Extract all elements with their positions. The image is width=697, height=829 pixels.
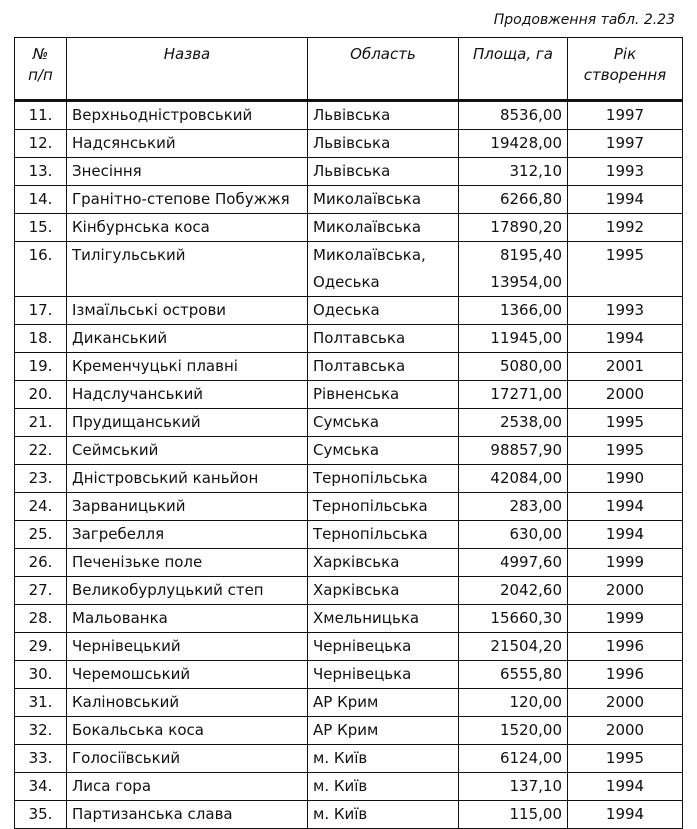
cell-area <box>459 437 568 465</box>
cell-region-line: м. Київ <box>313 749 368 767</box>
cell-name: Ізмаїльські острови <box>67 297 308 325</box>
cell-num: 20. <box>15 381 67 409</box>
cell-region-line: АР Крим <box>313 693 379 711</box>
cell-area-line: 6124,00 <box>499 749 562 767</box>
cell-name: Дністровський каньйон <box>67 465 308 493</box>
cell-area <box>459 773 568 801</box>
cell-num: 16. <box>15 242 67 297</box>
header-num-line2: п/п <box>28 66 53 84</box>
table-row <box>15 801 683 829</box>
cell-area-line: 19428,00 <box>490 134 562 152</box>
cell-year: 1999 <box>568 549 683 577</box>
cell-region <box>308 409 459 437</box>
cell-area-line: 4997,60 <box>499 553 562 571</box>
table-row <box>15 465 683 493</box>
cell-region-line: Рівненська <box>313 385 400 403</box>
cell-year: 1994 <box>568 521 683 549</box>
cell-area-line: 21504,20 <box>490 637 562 655</box>
cell-name: Сеймський <box>67 437 308 465</box>
cell-region <box>308 661 459 689</box>
cell-name: Тилігульський <box>67 242 308 297</box>
cell-year: 1994 <box>568 773 683 801</box>
cell-region <box>308 717 459 745</box>
cell-area <box>459 465 568 493</box>
cell-region-line: Тернопільська <box>313 469 428 487</box>
cell-area-line: 13954,00 <box>490 273 562 291</box>
cell-year: 1996 <box>568 633 683 661</box>
cell-region <box>308 158 459 186</box>
cell-num: 17. <box>15 297 67 325</box>
cell-num: 19. <box>15 353 67 381</box>
cell-area-line: 6266,80 <box>499 190 562 208</box>
cell-year: 1995 <box>568 242 683 297</box>
cell-region-line: Миколаївська, <box>313 246 426 264</box>
cell-num: 26. <box>15 549 67 577</box>
cell-region <box>308 242 459 297</box>
header-year-line1: Рік <box>613 45 637 63</box>
cell-area-line: 283,00 <box>509 497 562 515</box>
cell-region-line: АР Крим <box>313 721 379 739</box>
cell-year: 1997 <box>568 101 683 130</box>
cell-area <box>459 605 568 633</box>
cell-region <box>308 101 459 130</box>
cell-region <box>308 689 459 717</box>
header-area: Площа, га <box>459 38 568 101</box>
cell-area <box>459 409 568 437</box>
cell-num: 13. <box>15 158 67 186</box>
cell-area-line: 5080,00 <box>499 357 562 375</box>
cell-region-line: Чернівецька <box>313 665 412 683</box>
cell-name: Загребелля <box>67 521 308 549</box>
header-num <box>15 38 67 101</box>
cell-year: 1994 <box>568 801 683 829</box>
cell-num: 29. <box>15 633 67 661</box>
parks-table <box>14 37 683 829</box>
cell-area <box>459 101 568 130</box>
cell-area-line: 6555,80 <box>499 665 562 683</box>
table-row <box>15 773 683 801</box>
cell-num: 30. <box>15 661 67 689</box>
cell-area <box>459 353 568 381</box>
cell-num: 27. <box>15 577 67 605</box>
cell-name: Партизанська слава <box>67 801 308 829</box>
cell-year: 1993 <box>568 297 683 325</box>
cell-name: Великобурлуцький степ <box>67 577 308 605</box>
cell-area <box>459 801 568 829</box>
table-row <box>15 242 683 297</box>
cell-region <box>308 437 459 465</box>
cell-region-line: Полтавська <box>313 357 406 375</box>
cell-area-line: 42084,00 <box>490 469 562 487</box>
cell-num: 35. <box>15 801 67 829</box>
cell-name: Зарваницький <box>67 493 308 521</box>
cell-area-line: 17271,00 <box>490 385 562 403</box>
table-row <box>15 605 683 633</box>
table-row <box>15 493 683 521</box>
cell-region <box>308 130 459 158</box>
table-row <box>15 437 683 465</box>
table-row <box>15 521 683 549</box>
cell-year: 2000 <box>568 577 683 605</box>
table-row <box>15 409 683 437</box>
cell-region <box>308 325 459 353</box>
cell-year: 1996 <box>568 661 683 689</box>
table-row <box>15 577 683 605</box>
cell-area-line: 11945,00 <box>490 329 562 347</box>
cell-name: Печенізьке поле <box>67 549 308 577</box>
cell-area-line: 98857,90 <box>490 441 562 459</box>
cell-region-line: Полтавська <box>313 329 406 347</box>
cell-region <box>308 493 459 521</box>
header-row <box>15 38 683 101</box>
cell-year: 1994 <box>568 493 683 521</box>
cell-region <box>308 745 459 773</box>
cell-area-line: 630,00 <box>509 525 562 543</box>
cell-region-line: Львівська <box>313 134 391 152</box>
cell-year: 1999 <box>568 605 683 633</box>
cell-area-line: 17890,20 <box>490 218 562 236</box>
cell-area <box>459 577 568 605</box>
cell-name: Кременчуцькі плавні <box>67 353 308 381</box>
cell-region <box>308 521 459 549</box>
table-row <box>15 214 683 242</box>
cell-num: 24. <box>15 493 67 521</box>
cell-name: Прудищанський <box>67 409 308 437</box>
header-region: Область <box>308 38 459 101</box>
cell-region <box>308 549 459 577</box>
cell-area-line: 120,00 <box>509 693 562 711</box>
cell-name: Черемошський <box>67 661 308 689</box>
cell-region <box>308 773 459 801</box>
cell-region <box>308 186 459 214</box>
header-year <box>568 38 683 101</box>
table-row <box>15 745 683 773</box>
cell-name: Мальованка <box>67 605 308 633</box>
cell-name: Надсянський <box>67 130 308 158</box>
cell-year: 1997 <box>568 130 683 158</box>
cell-area-line: 312,10 <box>509 162 562 180</box>
cell-name: Каліновський <box>67 689 308 717</box>
cell-region-line: Львівська <box>313 162 391 180</box>
table-row <box>15 186 683 214</box>
table-row <box>15 661 683 689</box>
cell-name: Чернівецький <box>67 633 308 661</box>
table-caption: Продовження табл. 2.23 <box>493 12 675 28</box>
cell-region <box>308 465 459 493</box>
cell-region-line: Харківська <box>313 581 400 599</box>
cell-year: 2000 <box>568 689 683 717</box>
cell-num: 12. <box>15 130 67 158</box>
cell-region <box>308 605 459 633</box>
cell-area-line: 2042,60 <box>499 581 562 599</box>
cell-region-line: Харківська <box>313 553 400 571</box>
cell-region-line: м. Київ <box>313 805 368 823</box>
cell-region-line: м. Київ <box>313 777 368 795</box>
cell-year: 1994 <box>568 325 683 353</box>
cell-year: 1990 <box>568 465 683 493</box>
cell-year: 1995 <box>568 745 683 773</box>
cell-region-line: Одеська <box>313 273 380 291</box>
cell-name: Кінбурнська коса <box>67 214 308 242</box>
cell-area-line: 8195,40 <box>499 246 562 264</box>
cell-area <box>459 158 568 186</box>
cell-region-line: Тернопільська <box>313 497 428 515</box>
cell-region-line: Чернівецька <box>313 637 412 655</box>
cell-region <box>308 297 459 325</box>
cell-area <box>459 549 568 577</box>
cell-year: 2000 <box>568 381 683 409</box>
cell-num: 28. <box>15 605 67 633</box>
cell-region-line: Миколаївська <box>313 190 422 208</box>
cell-area-line: 2538,00 <box>499 413 562 431</box>
cell-area-line: 1366,00 <box>499 301 562 319</box>
table-row <box>15 158 683 186</box>
cell-area <box>459 689 568 717</box>
cell-region <box>308 801 459 829</box>
cell-area <box>459 633 568 661</box>
cell-num: 18. <box>15 325 67 353</box>
cell-region-line: Одеська <box>313 301 380 319</box>
cell-year: 1993 <box>568 158 683 186</box>
cell-name: Голосіївський <box>67 745 308 773</box>
cell-region-line: Тернопільська <box>313 525 428 543</box>
cell-area <box>459 186 568 214</box>
cell-region-line: Хмельницька <box>313 609 420 627</box>
cell-region-line: Сумська <box>313 441 380 459</box>
cell-year: 1995 <box>568 409 683 437</box>
table-row <box>15 130 683 158</box>
cell-area <box>459 130 568 158</box>
cell-name: Бокальська коса <box>67 717 308 745</box>
cell-name: Лиса гора <box>67 773 308 801</box>
cell-area <box>459 493 568 521</box>
cell-area <box>459 242 568 297</box>
cell-area <box>459 661 568 689</box>
cell-region-line: Сумська <box>313 413 380 431</box>
cell-area <box>459 325 568 353</box>
cell-num: 23. <box>15 465 67 493</box>
cell-region <box>308 577 459 605</box>
cell-name: Надслучанський <box>67 381 308 409</box>
cell-num: 25. <box>15 521 67 549</box>
cell-area-line: 137,10 <box>509 777 562 795</box>
cell-area <box>459 297 568 325</box>
cell-year: 1994 <box>568 186 683 214</box>
cell-name: Верхньодністровський <box>67 101 308 130</box>
cell-region <box>308 381 459 409</box>
cell-year: 1992 <box>568 214 683 242</box>
table-row <box>15 101 683 130</box>
cell-num: 11. <box>15 101 67 130</box>
cell-area-line: 15660,30 <box>490 609 562 627</box>
cell-area-line: 115,00 <box>509 805 562 823</box>
cell-num: 34. <box>15 773 67 801</box>
cell-region-line: Миколаївська <box>313 218 422 236</box>
cell-num: 22. <box>15 437 67 465</box>
cell-area <box>459 381 568 409</box>
cell-name: Диканський <box>67 325 308 353</box>
header-year-line2: створення <box>583 66 667 84</box>
cell-num: 33. <box>15 745 67 773</box>
cell-num: 31. <box>15 689 67 717</box>
cell-area <box>459 745 568 773</box>
cell-name: Гранітно-степове Побужжя <box>67 186 308 214</box>
cell-region <box>308 353 459 381</box>
table-body <box>15 101 683 829</box>
cell-num: 15. <box>15 214 67 242</box>
cell-region <box>308 214 459 242</box>
table-row <box>15 381 683 409</box>
cell-num: 14. <box>15 186 67 214</box>
cell-area <box>459 521 568 549</box>
header-name: Назва <box>67 38 308 101</box>
cell-year: 2000 <box>568 717 683 745</box>
table-row <box>15 297 683 325</box>
cell-year: 2001 <box>568 353 683 381</box>
cell-area-line: 1520,00 <box>499 721 562 739</box>
cell-year: 1995 <box>568 437 683 465</box>
cell-area-line: 8536,00 <box>499 106 562 124</box>
table-row <box>15 353 683 381</box>
table-row <box>15 717 683 745</box>
cell-area <box>459 214 568 242</box>
cell-num: 21. <box>15 409 67 437</box>
table-row <box>15 633 683 661</box>
table-header <box>15 38 683 101</box>
table-row <box>15 549 683 577</box>
cell-area <box>459 717 568 745</box>
cell-num: 32. <box>15 717 67 745</box>
table-row <box>15 689 683 717</box>
cell-name: Знесіння <box>67 158 308 186</box>
table-row <box>15 325 683 353</box>
cell-region-line: Львівська <box>313 106 391 124</box>
header-num-line1: № <box>32 45 49 63</box>
cell-region <box>308 633 459 661</box>
